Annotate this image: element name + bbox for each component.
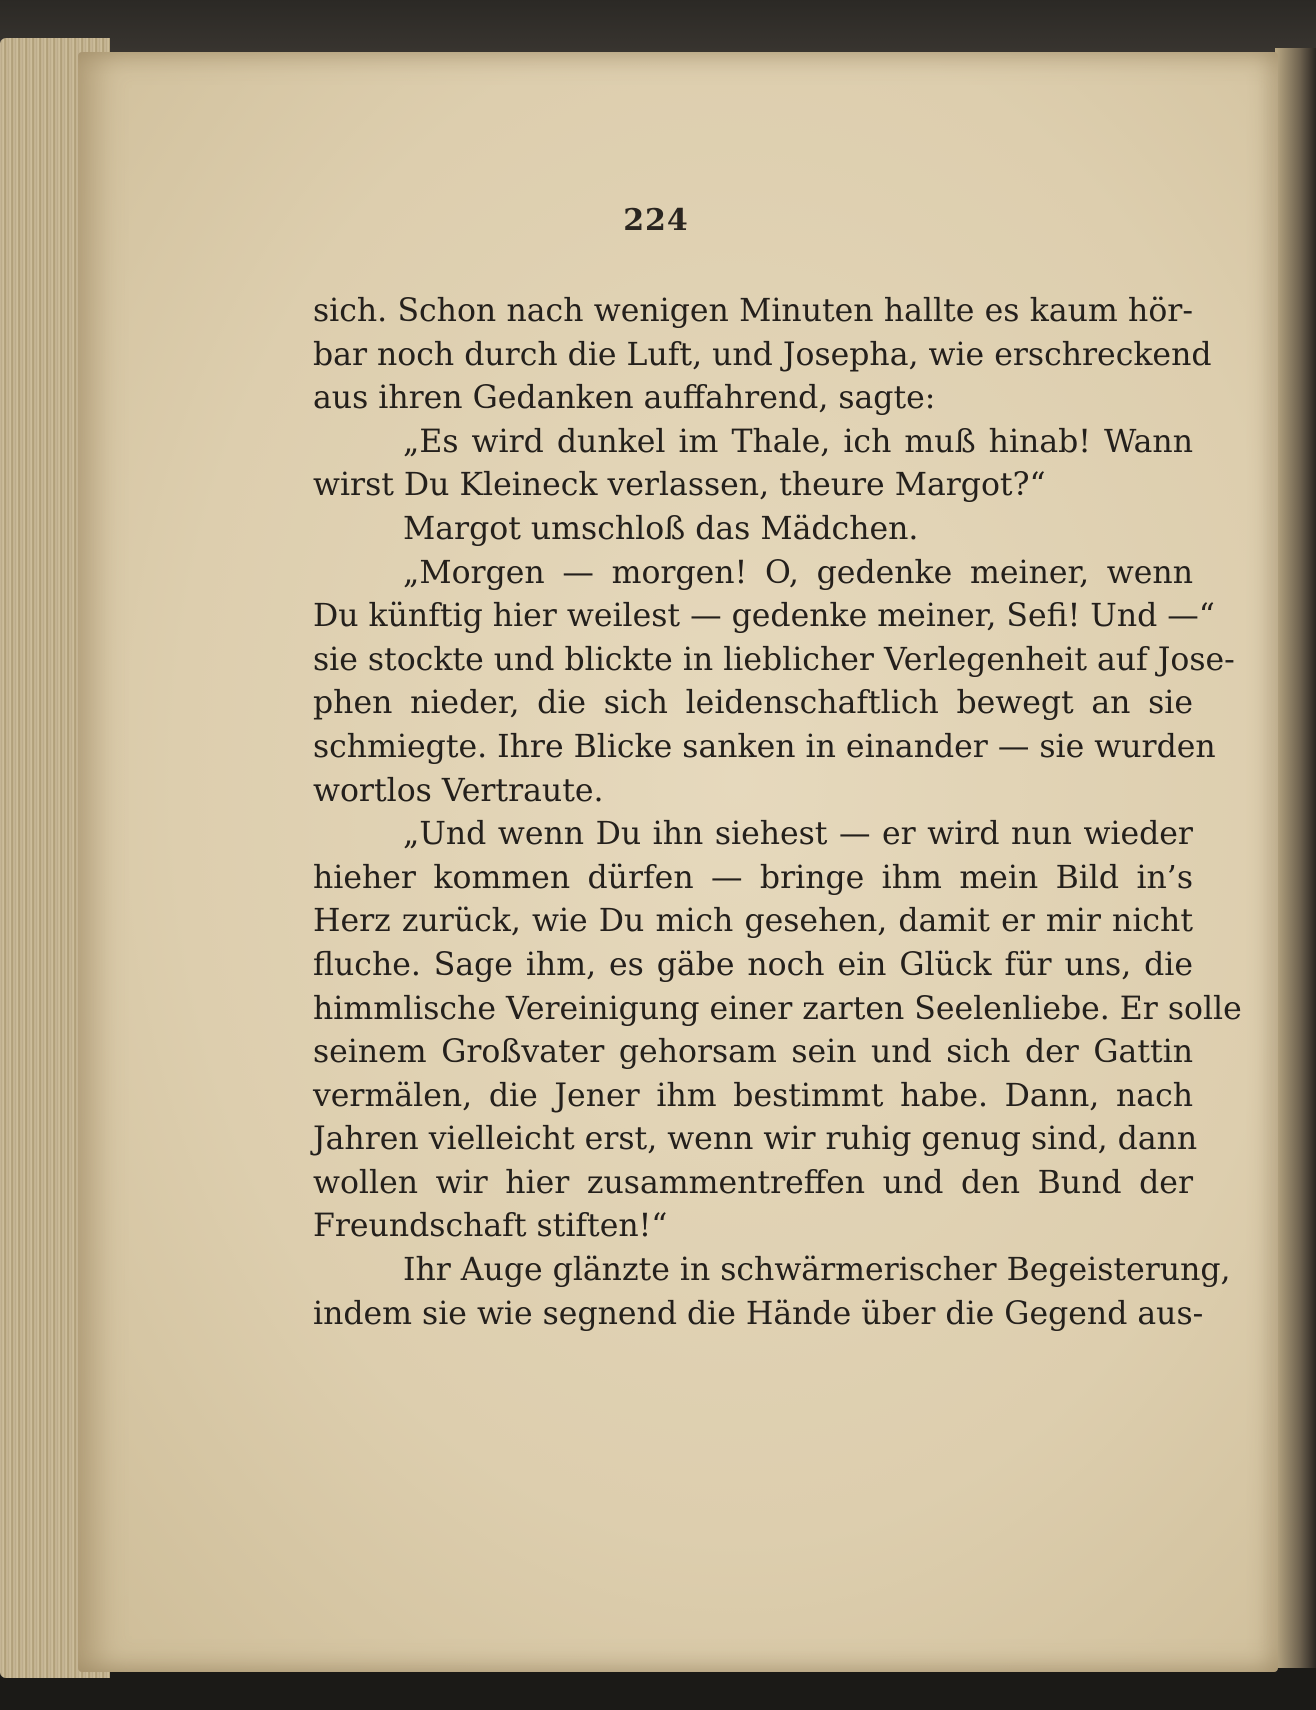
text-line: Herz zurück, wie Du mich gesehen, damit er mir nicht [313,903,1193,940]
text-line: Freundschaft stiften!“ [313,1208,668,1245]
text-line: schmiegte. Ihre Blicke sanken in einander — sie wurden [313,728,1216,765]
text-line: „Und wenn Du ihn siehest — er wird nun wieder [403,816,1193,853]
text-line: bar noch durch die Luft, und Josepha, wie erschreckend [313,336,1212,373]
text-line: aus ihren Gedanken auffahrend, sagte: [313,380,936,417]
text-line: „Es wird dunkel im Thale, ich muß hinab! Wann [403,423,1193,460]
text-line: fluche. Sage ihm, es gäbe noch ein Glück für uns, die [313,946,1193,983]
text-line: sich. Schon nach wenigen Minuten hallte es kaum hör- [313,293,1193,329]
page-text [313,290,1242,1336]
text-line: Jahren vielleicht erst, wenn wir ruhig genug sind, dann [313,1121,1198,1158]
text-line: Du künftig hier weilest — gedenke meiner, Sefi! Und —“ [313,598,1215,635]
text-line: seinem Großvater gehorsam sein und sich der Gattin [313,1034,1193,1071]
book-cover-top [0,0,1316,60]
text-line: wirst Du Kleineck verlassen, theure Margot?“ [313,467,1046,504]
text-line: „Morgen — morgen! O, gedenke meiner, wenn [403,554,1193,591]
text-line: himmlische Vereinigung einer zarten Seelenliebe. Er solle [313,990,1242,1027]
text-line: sie stockte und blickte in lieblicher Verlegenheit auf Jose- [313,641,1235,678]
text-line: phen nieder, die sich leidenschaftlich bewegt an sie [313,685,1193,722]
text-line: Margot umschloß das Mädchen. [403,510,919,547]
page-number: 224 [623,203,689,238]
text-line: wollen wir hier zusammentreffen und den Bund der [313,1164,1193,1201]
text-line: hieher kommen dürfen — bringe ihm mein Bild in’s [313,859,1193,896]
text-line: vermälen, die Jener ihm bestimmt habe. Dann, nach [313,1077,1193,1114]
text-line: Ihr Auge glänzte in schwärmerischer Begeisterung, [403,1252,1231,1289]
text-line: wortlos Vertraute. [313,772,604,809]
page-edges-right [1275,48,1316,1668]
text-line: indem sie wie segnend die Hände über die Gegend aus- [313,1295,1204,1332]
